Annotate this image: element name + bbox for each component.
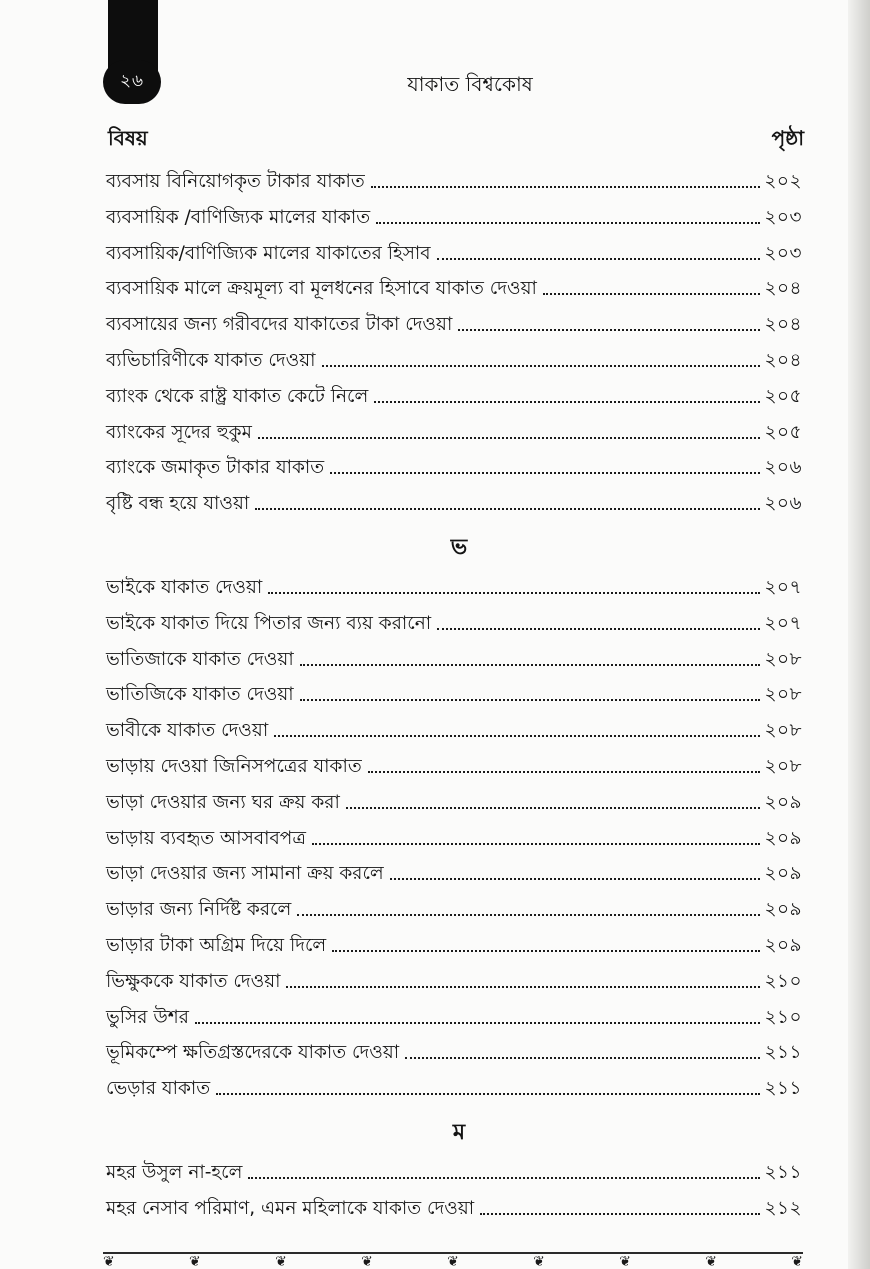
index-entry <box>106 453 802 489</box>
index-entry <box>106 752 802 788</box>
dot-leader <box>216 1075 760 1095</box>
entry-title: ব্যাংক থেকে রাষ্ট্র যাকাত কেটে নিলে <box>106 385 369 407</box>
dot-leader <box>437 240 761 260</box>
index-entry <box>106 489 802 525</box>
dot-leader <box>322 347 761 367</box>
dot-leader <box>346 789 761 809</box>
dot-leader <box>274 717 760 737</box>
floral-ornament-icon: ❦ <box>705 1255 717 1269</box>
page-edge-shadow <box>848 0 870 1269</box>
index-entry <box>106 382 802 418</box>
index-entry <box>106 716 802 752</box>
entry-page-number: ২১০ <box>764 970 802 992</box>
dot-leader <box>300 681 761 701</box>
entry-page-number: ২০৯ <box>764 863 802 885</box>
entry-page-number: ২০৯ <box>764 934 802 956</box>
entry-page-number: ২০২ <box>764 171 802 192</box>
floral-ornament-icon: ❦ <box>189 1255 201 1269</box>
floral-ornament-icon: ❦ <box>275 1255 287 1269</box>
entry-page-number: ২১২ <box>764 1197 802 1219</box>
footer-ornament-border <box>103 1255 803 1269</box>
entry-title: ব্যভিচারিণীকে যাকাত দেওয়া <box>106 349 316 371</box>
index-entry <box>106 680 802 716</box>
entry-page-number: ২০৮ <box>764 684 802 706</box>
index-entry <box>106 1194 802 1230</box>
dot-leader <box>332 932 760 952</box>
dot-leader <box>458 311 760 331</box>
floral-ornament-icon: ❦ <box>533 1255 545 1269</box>
entry-title: ব্যবসায়িক /বাণিজ্যিক মালের যাকাত <box>106 206 371 228</box>
dot-leader <box>368 753 761 773</box>
dot-leader <box>480 1195 760 1215</box>
entry-page-number: ২১১ <box>764 1161 802 1183</box>
index-entry <box>106 167 802 203</box>
floral-ornament-icon: ❦ <box>361 1255 373 1269</box>
entry-title: ভেড়ার যাকাত <box>106 1078 211 1100</box>
dot-leader <box>195 1004 761 1024</box>
entry-title: ভাড়ায় ব্যবহৃত আসবাবপত্র <box>106 827 306 849</box>
entry-title: মহর উসুল না-হলে <box>106 1161 243 1183</box>
index-entry <box>106 645 802 681</box>
entry-page-number: ২১০ <box>764 1006 802 1028</box>
index-entry <box>106 573 802 609</box>
entry-title: ব্যবসায়িক মালে ক্রয়মূল্য বা মূলধনের হিসাবে যাকাত দেওয়া <box>106 278 537 300</box>
entry-page-number: ২০৩ <box>764 242 802 264</box>
entry-title: মহর নেসাব পরিমাণ, এমন মহিলাকে যাকাত দেওয়া <box>106 1197 475 1219</box>
entry-page-number: ২০৬ <box>764 493 802 515</box>
entry-title: ভাড়ার জন্য নির্দিষ্ট করলে <box>106 899 292 921</box>
dot-leader <box>300 646 761 666</box>
entry-page-number: ২০৪ <box>764 349 802 371</box>
entry-page-number: ২০৮ <box>764 755 802 777</box>
entry-title: ব্যবসায় বিনিয়োগকৃত টাকার যাকাত <box>106 171 365 192</box>
floral-ornament-icon: ❦ <box>447 1255 459 1269</box>
index-entry <box>106 310 802 346</box>
index-entry <box>106 203 802 239</box>
section-letter: ম <box>452 1120 466 1146</box>
entry-page-number: ২০৪ <box>764 314 802 336</box>
page-number-badge: ২৬ <box>103 60 161 104</box>
index-entry <box>106 895 802 931</box>
dot-leader <box>286 968 760 988</box>
entry-title: ভাড়ার টাকা অগ্রিম দিয়ে দিলে <box>106 934 327 956</box>
index-entry <box>106 609 802 645</box>
floral-ornament-icon: ❦ <box>791 1255 803 1269</box>
dot-leader <box>390 860 761 880</box>
entry-page-number: ২০৮ <box>764 720 802 742</box>
index-entries <box>106 167 802 1230</box>
index-entry <box>106 346 802 382</box>
entry-title: ভূমিকম্পে ক্ষতিগ্রস্তদেরকে যাকাত দেওয়া <box>106 1042 400 1064</box>
dot-leader <box>405 1039 760 1059</box>
dot-leader <box>374 383 760 403</box>
entry-title: ভাতিজাকে যাকাত দেওয়া <box>106 648 294 670</box>
index-entry <box>106 239 802 275</box>
entry-title: ভিক্ষুককে যাকাত দেওয়া <box>106 970 281 992</box>
entry-title: ভাইকে যাকাত দিয়ে পিতার জন্য ব্যয় করানো <box>106 612 432 634</box>
entry-title: ভুসির উশর <box>106 1006 189 1028</box>
dot-leader <box>297 896 760 916</box>
dot-leader <box>268 574 760 594</box>
index-entry <box>106 788 802 824</box>
entry-title: ভাড়া দেওয়ার জন্য সামানা ক্রয় করলে <box>106 863 384 885</box>
entry-page-number: ২০৯ <box>764 899 802 921</box>
entry-page-number: ২০৩ <box>764 206 802 228</box>
entry-page-number: ২০৬ <box>764 457 802 479</box>
entry-title: ভাতিজিকে যাকাত দেওয়া <box>106 684 294 706</box>
entry-page-number: ২০৮ <box>764 648 802 670</box>
index-entry <box>106 1003 802 1039</box>
column-heading-page: পৃষ্ঠা <box>771 126 804 150</box>
entry-page-number: ২০৪ <box>764 278 802 300</box>
entry-page-number: ২১১ <box>764 1042 802 1064</box>
entry-title: ভাড়া দেওয়ার জন্য ঘর ক্রয় করা <box>106 791 340 813</box>
dot-leader <box>437 610 760 630</box>
index-entry <box>106 824 802 860</box>
column-heading-topic: বিষয় <box>108 126 148 150</box>
index-entry <box>106 1038 802 1074</box>
entry-page-number: ২০৫ <box>764 385 802 407</box>
entry-page-number: ২০৯ <box>764 791 802 813</box>
entry-title: ব্যবসায়িক/বাণিজ্যিক মালের যাকাতের হিসাব <box>106 242 431 264</box>
dot-leader <box>543 275 761 295</box>
dot-leader <box>330 454 760 474</box>
dot-leader <box>255 490 760 510</box>
entry-page-number: ২০৫ <box>764 421 802 443</box>
entry-title: ভাড়ায় দেওয়া জিনিসপত্রের যাকাত <box>106 755 362 777</box>
dot-leader <box>248 1159 760 1179</box>
dot-leader <box>312 825 760 845</box>
entry-page-number: ২০৭ <box>764 612 802 634</box>
index-entry <box>106 931 802 967</box>
entry-page-number: ২১১ <box>764 1078 802 1100</box>
footer-rule <box>103 1252 803 1254</box>
index-entry <box>106 1158 802 1194</box>
floral-ornament-icon: ❦ <box>103 1255 115 1269</box>
index-entry <box>106 859 802 895</box>
entry-title: ব্যবসায়ের জন্য গরীবদের যাকাতের টাকা দেওয়া <box>106 314 453 336</box>
entry-title: বৃষ্টি বন্ধ হয়ে যাওয়া <box>106 493 250 515</box>
entry-title: ব্যাংকের সূদের হুকুম <box>106 421 252 443</box>
index-entry <box>106 967 802 1003</box>
entry-title: ব্যাংকে জমাকৃত টাকার যাকাত <box>106 457 325 479</box>
entry-page-number: ২০৭ <box>764 576 802 598</box>
index-entry <box>106 274 802 310</box>
section-letter: ভ <box>450 535 468 561</box>
running-title: যাকাত বিশ্বকোষ <box>407 72 533 96</box>
entry-page-number: ২০৯ <box>764 827 802 849</box>
entry-title: ভাবীকে যাকাত দেওয়া <box>106 720 269 742</box>
dot-leader <box>258 419 761 439</box>
index-entry <box>106 1074 802 1110</box>
index-entry <box>106 418 802 454</box>
dot-leader <box>371 168 761 188</box>
entry-title: ভাইকে যাকাত দেওয়া <box>106 576 263 598</box>
dot-leader <box>376 204 760 224</box>
floral-ornament-icon: ❦ <box>619 1255 631 1269</box>
